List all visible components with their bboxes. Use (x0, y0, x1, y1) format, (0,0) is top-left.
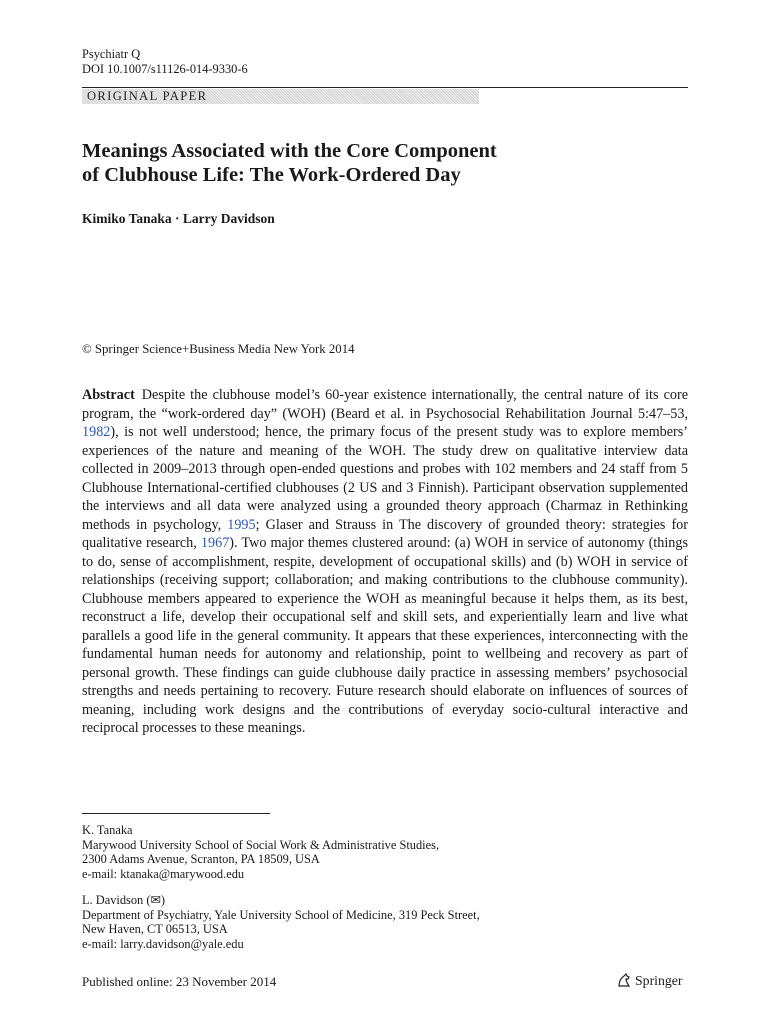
abstract-text: Despite the clubhouse model’s 60-year existence internationally, the central nature of its core program, the “work-ordered day” (WOH) (Beard et al. in Psychosocial Rehabilitation Journal 5:47–53, (82, 387, 688, 422)
abstract-text: ), is not well understood; hence, the primary focus of the present study was to explore members’ experiences of the nature and meaning of the WOH. The study drew on qualitative interview data collected in 2009–2013 through open-ended questions and probes with 102 members and 24 staff from 5 Clubhouse International-certified clubhouses (2 US and 3 Finnish). Participant observation supplemented the interviews and all data were analyzed using a grounded theory approach (Charmaz in Rethinking methods in psychology, (82, 424, 688, 533)
article-type-label: ORIGINAL PAPER (87, 89, 208, 103)
affiliation-email[interactable]: e-mail: ktanaka@marywood.edu (82, 866, 245, 881)
author-list: Kimiko Tanaka · Larry Davidson (82, 211, 275, 226)
citation-link[interactable]: 1995 (227, 516, 256, 533)
affiliation-tanaka (82, 823, 439, 881)
journal-name: Psychiatr Q (82, 47, 141, 61)
springer-horse-icon (616, 972, 632, 988)
abstract-text: ). Two major themes clustered around: (a) WOH in service of autonomy (things to do, sense of accomplishment, respite, development of occupational skills) and (b) WOH in service of relationships (receiving support; collaboration; and making contributions to the clubhouse community). Clubhouse members appeared to experience the WOH as meaningful because it helps them, as its best, reconstruct a life, develop their occupational self and skill sets, and experientially learn and live what parallels a good life in the general community. It appears that these experiences, interconnecting with the fundamental human needs for autonomy and relationship, point to wellbeing and recovery as part of personal growth. These findings can guide clubhouse daily practice in assessing members’ psychosocial strengths and needs pertaining to recovery. Future research should elaborate on influences of sources of meaning, including work designs and the contributions of everyday socio-cultural interactive and reciprocal processes to these meanings. (82, 535, 688, 736)
affiliation-name: K. Tanaka (82, 823, 133, 837)
affiliation-line: New Haven, CT 06513, USA (82, 922, 228, 936)
paper-title (82, 139, 642, 187)
doi[interactable]: DOI 10.1007/s11126-014-9330-6 (82, 62, 248, 76)
affiliation-line: Department of Psychiatry, Yale University School of Medicine, 319 Peck Street, (82, 907, 480, 922)
citation-link[interactable]: 1967 (200, 535, 230, 551)
springer-logo (616, 972, 683, 989)
affiliation-line: Marywood University School of Social Work & Administrative Studies, (82, 837, 440, 852)
citation-link[interactable]: 1982 (82, 424, 111, 440)
abstract-text: ; Glaser and Strauss in The discovery of grounded theory: strategies for qualitative research, (82, 516, 689, 551)
published-date: Published online: 23 November 2014 (82, 974, 277, 989)
affiliation-name: L. Davidson (✉) (82, 893, 165, 907)
publisher-name: Springer (635, 973, 683, 988)
title-line: Meanings Associated with the Core Component (82, 140, 497, 162)
title-line: of Clubhouse Life: The Work-Ordered Day (82, 164, 461, 186)
abstract-label: Abstract (82, 387, 135, 403)
copyright-notice: © Springer Science+Business Media New York 2014 (82, 342, 355, 356)
footnote-rule (82, 813, 270, 814)
affiliation-email[interactable]: e-mail: larry.davidson@yale.edu (82, 936, 244, 951)
affiliation-davidson (82, 893, 480, 951)
affiliation-line: 2300 Adams Avenue, Scranton, PA 18509, USA (82, 852, 320, 866)
abstract (82, 386, 688, 738)
